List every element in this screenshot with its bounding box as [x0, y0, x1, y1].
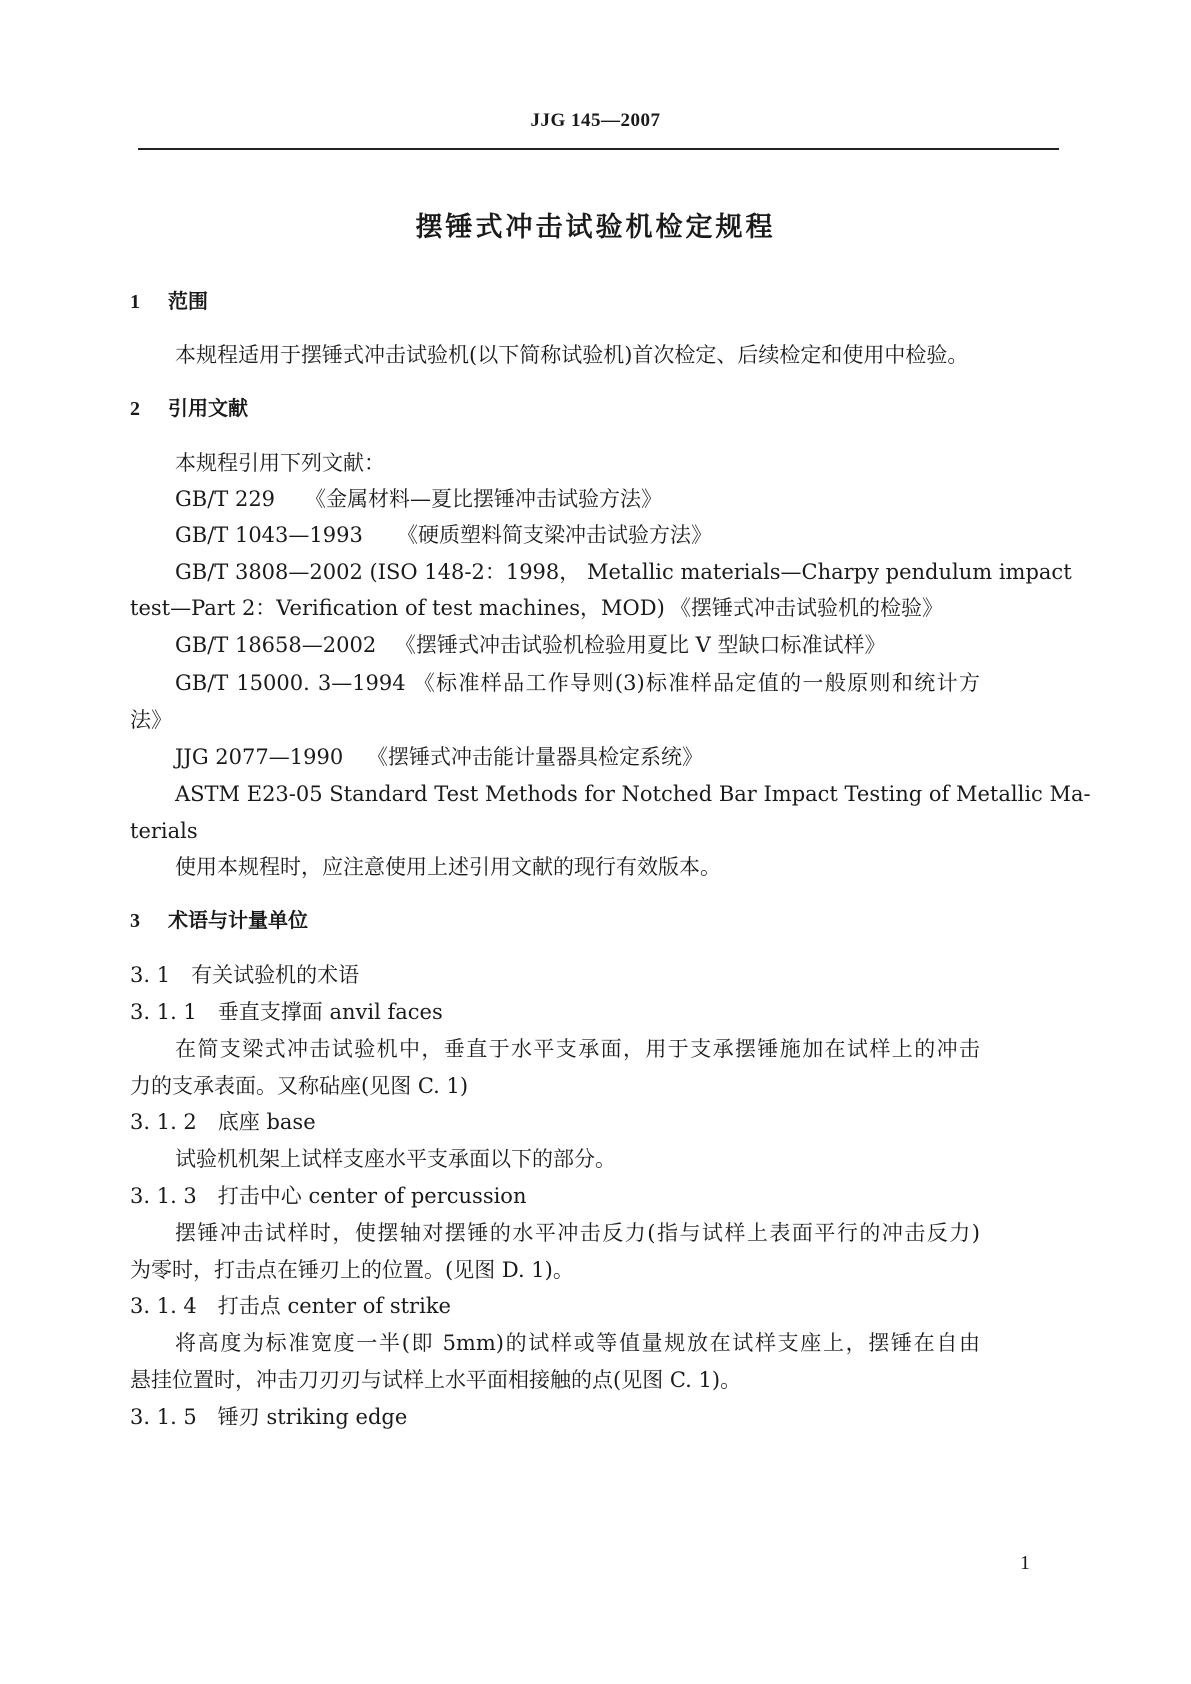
reference-title: 《摆锤式冲击能计量器具检定系统》 [367, 745, 703, 769]
term-heading: 3. 1. 5 锤刃 striking edge [130, 1405, 408, 1429]
references-note: 使用本规程时，应注意使用上述引用文献的现行有效版本。 [175, 855, 721, 879]
reference-title: Metallic materials—Charpy pendulum impact [586, 560, 1072, 584]
term-heading: 3. 1. 2 底座 base [130, 1110, 316, 1134]
term-definition: 将高度为标准宽度一半(即 5mm)的试样或等值量规放在试样支座上，摆锤在自由 [175, 1331, 980, 1355]
reference-text: test—Part 2：Verification of test machines，MOD) [130, 596, 665, 620]
subsection-heading: 3. 1 有关试验机的术语 [130, 963, 360, 987]
reference-item [175, 484, 662, 514]
reference-code: GB/T 229 [175, 487, 276, 511]
term-definition: 在简支梁式冲击试验机中，垂直于水平支承面，用于支承摆锤施加在试样上的冲击 [175, 1037, 980, 1061]
reference-code: JJG 2077—1990 [175, 745, 344, 769]
section-title: 引用文献 [168, 396, 248, 420]
term-definition: 摆锤冲击试样时，使摆轴对摆锤的水平冲击反力(指与试样上表面平行的冲击反力) [175, 1221, 980, 1245]
section-number: 3 [130, 910, 140, 932]
reference-code: GB/T 1043—1993 [175, 523, 363, 547]
running-header: JJG 145—2007 [530, 110, 661, 131]
page-number: 1 [1020, 1552, 1030, 1574]
term-definition: 试验机机架上试样支座水平支承面以下的部分。 [175, 1147, 616, 1171]
section-3-heading [130, 905, 308, 936]
header-rule [138, 148, 1059, 150]
reference-code: GB/T 18658—2002 [175, 633, 377, 657]
section-2-heading [130, 393, 248, 424]
reference-item: ASTM E23-05 Standard Test Methods for Notched Bar Impact Testing of Metallic Ma- [175, 782, 1091, 806]
term-definition: 悬挂位置时，冲击刀刃刃与试样上水平面相接触的点(见图 C. 1)。 [130, 1368, 742, 1392]
reference-continuation [130, 593, 943, 623]
reference-title: 《标准样品工作导则(3)标准样品定值的一般原则和统计方 [413, 671, 980, 695]
section-1-heading [130, 286, 208, 317]
reference-title: 《金属材料—夏比摆锤冲击试验方法》 [305, 487, 662, 511]
section-number: 2 [130, 398, 140, 420]
section-title: 范围 [168, 289, 208, 313]
reference-item [175, 520, 712, 550]
reference-item [175, 742, 703, 772]
reference-item [175, 668, 980, 698]
term-heading: 3. 1. 4 打击点 center of strike [130, 1294, 451, 1318]
section-1-body: 本规程适用于摆锤式冲击试验机(以下简称试验机)首次检定、后续检定和使用中检验。 [175, 343, 969, 367]
term-definition: 力的支承表面。又称砧座(见图 C. 1) [130, 1074, 469, 1098]
term-heading: 3. 1. 3 打击中心 center of percussion [130, 1184, 527, 1208]
reference-continuation: terials [130, 819, 198, 843]
reference-title: 《摆锤式冲击试验机的检验》 [670, 596, 943, 620]
reference-title: 《摆锤式冲击试验机检验用夏比 V 型缺口标准试样》 [395, 633, 886, 657]
reference-item [175, 630, 886, 660]
reference-continuation: 法》 [130, 708, 172, 732]
term-heading: 3. 1. 1 垂直支撑面 anvil faces [130, 1000, 443, 1024]
document-title: 摆锤式冲击试验机检定规程 [415, 212, 776, 243]
section-number: 1 [130, 291, 140, 313]
section-title: 术语与计量单位 [168, 908, 308, 932]
reference-title: 《硬质塑料简支梁冲击试验方法》 [397, 523, 712, 547]
references-intro: 本规程引用下列文献： [175, 451, 385, 475]
reference-item [175, 557, 1072, 587]
reference-code: GB/T 3808—2002 (ISO 148-2：1998， [175, 560, 581, 584]
term-definition: 为零时，打击点在锤刃上的位置。(见图 D. 1)。 [130, 1258, 574, 1282]
reference-code: GB/T 15000. 3—1994 [175, 671, 406, 695]
